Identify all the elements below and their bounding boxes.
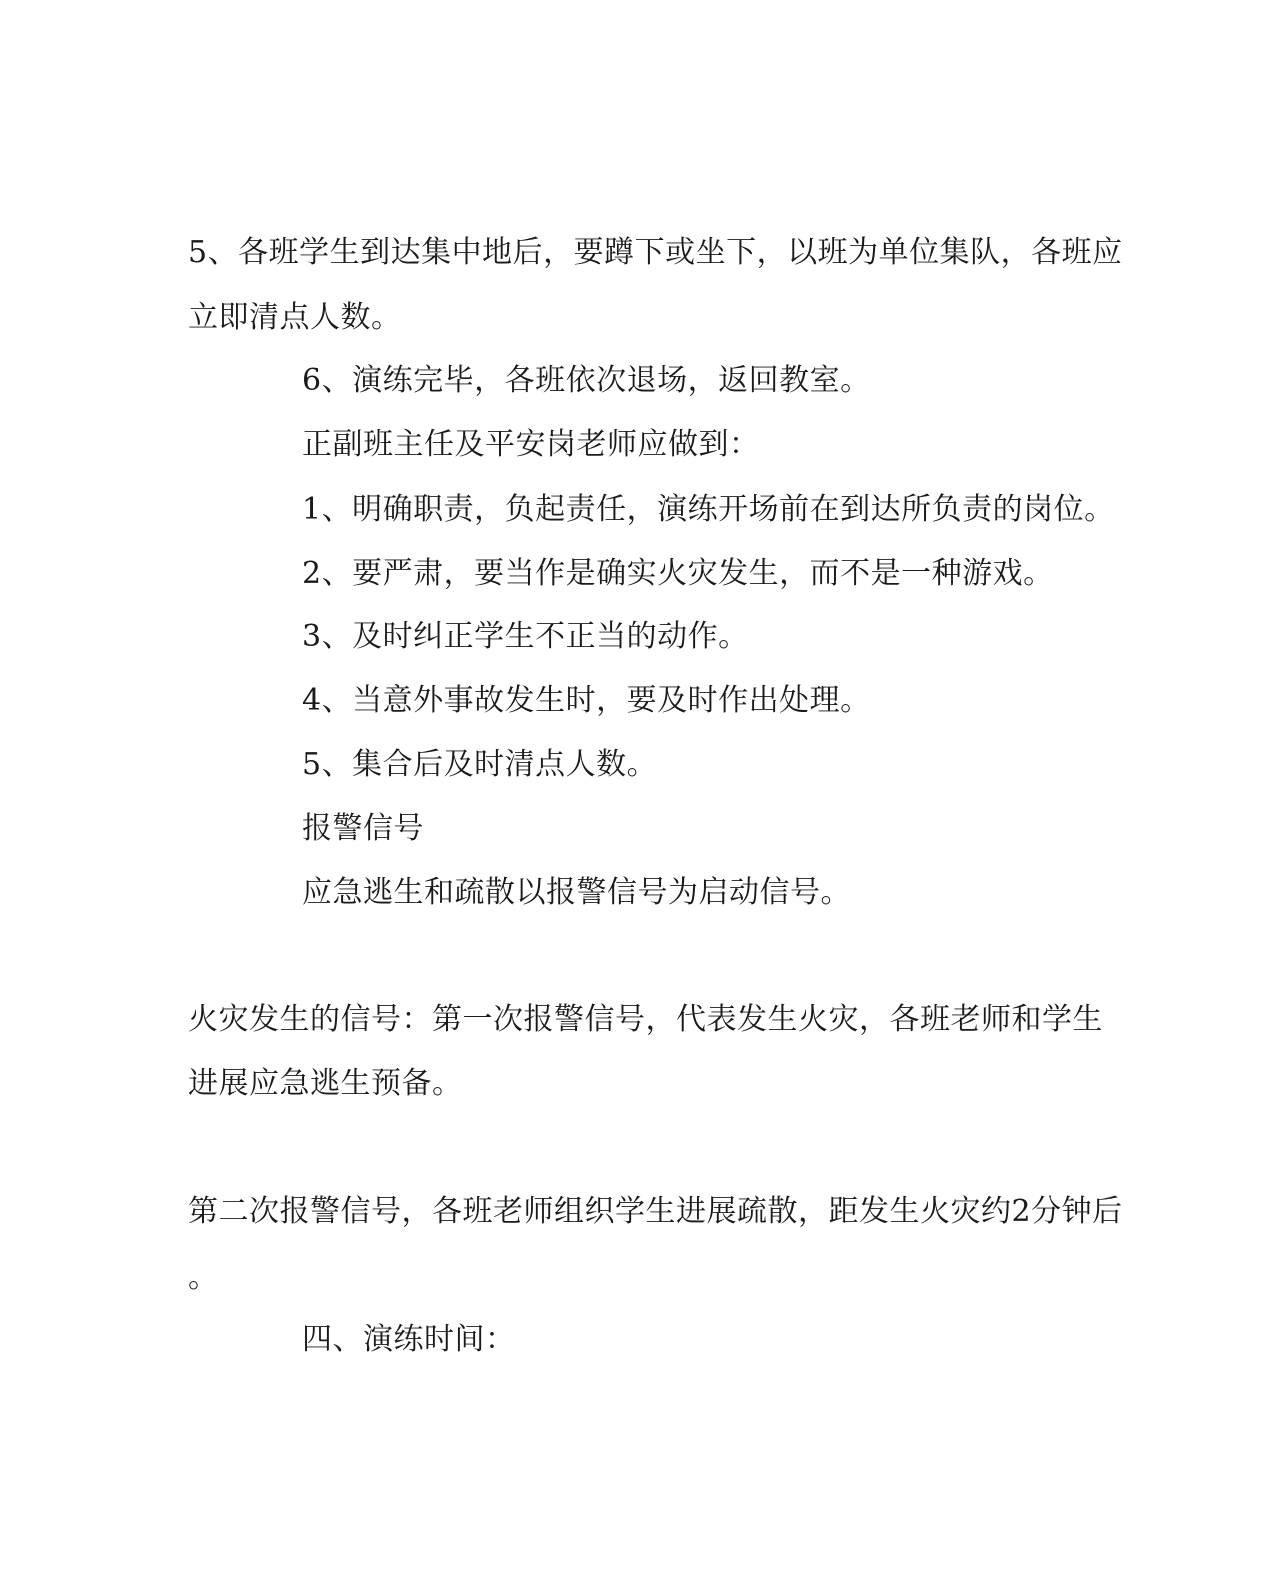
- section-heading: 正副班主任及平安岗老师应做到：: [302, 427, 760, 462]
- section-heading: 报警信号: [302, 811, 424, 846]
- list-item: 3、及时纠正学生不正当的动作。: [302, 619, 749, 654]
- paragraph-line: 应急逃生和疏散以报警信号为启动信号。: [302, 875, 851, 910]
- list-item: 1、明确职责，负起责任，演练开场前在到达所负责的岗位。: [302, 492, 1115, 527]
- paragraph-line: 。: [188, 1260, 219, 1295]
- paragraph-line: 6、演练完毕，各班依次退场，返回教室。: [302, 363, 871, 398]
- list-item: 4、当意外事故发生时，要及时作出处理。: [302, 683, 871, 718]
- list-item: 5、集合后及时清点人数。: [302, 747, 658, 782]
- paragraph-line: 火灾发生的信号：第一次报警信号，代表发生火灾，各班老师和学生: [188, 1002, 1103, 1037]
- paragraph-line: 立即清点人数。: [188, 300, 402, 335]
- list-item: 2、要严肃，要当作是确实火灾发生，而不是一种游戏。: [302, 556, 1054, 591]
- paragraph-line: 第二次报警信号，各班老师组织学生进展疏散，距发生火灾约2分钟后: [188, 1194, 1123, 1229]
- paragraph-line: 5、各班学生到达集中地后，要蹲下或坐下，以班为单位集队，各班应: [188, 235, 1123, 270]
- section-heading: 四、演练时间：: [302, 1322, 516, 1357]
- paragraph-line: 进展应急逃生预备。: [188, 1066, 463, 1101]
